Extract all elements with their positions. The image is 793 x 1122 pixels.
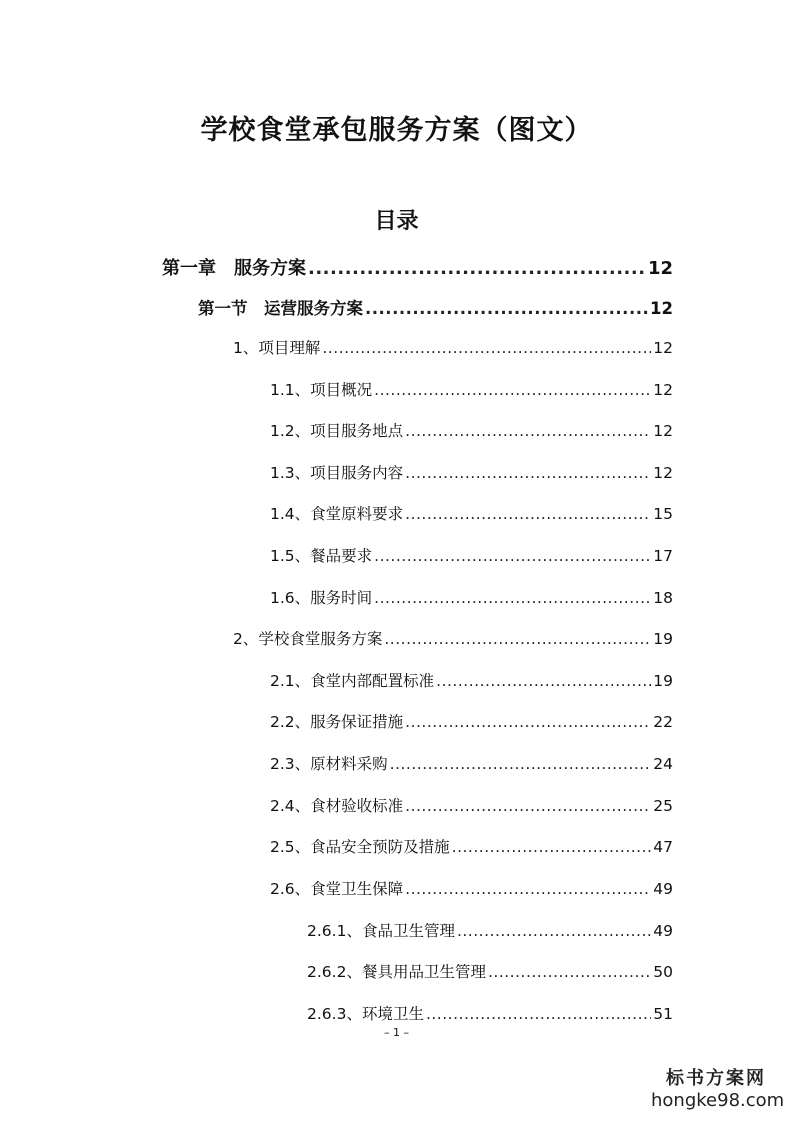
toc-dot-leader bbox=[374, 589, 651, 607]
toc-entry[interactable] bbox=[270, 461, 673, 483]
toc-entry[interactable] bbox=[270, 835, 673, 857]
toc-entry[interactable] bbox=[270, 544, 673, 566]
toc-entry-page: 17 bbox=[653, 547, 673, 565]
toc-entry-label: 1.4、食堂原料要求 bbox=[270, 505, 404, 523]
toc-entry-page: 12 bbox=[653, 422, 673, 440]
toc-entry-page: 24 bbox=[653, 755, 673, 773]
toc-entry-page: 49 bbox=[653, 922, 673, 940]
toc-entry-label: 2.6、食堂卫生保障 bbox=[270, 880, 404, 898]
toc-dot-leader bbox=[405, 713, 651, 731]
toc-dot-leader bbox=[365, 299, 648, 318]
toc-entry[interactable] bbox=[270, 586, 673, 608]
toc-entry-page: 47 bbox=[653, 838, 673, 856]
toc-dot-leader bbox=[405, 464, 651, 482]
toc-entry[interactable] bbox=[307, 919, 673, 941]
toc-dot-leader bbox=[308, 258, 646, 279]
toc-entry-label: 2.6.2、餐具用品卫生管理 bbox=[307, 963, 486, 981]
toc-entry-page: 12 bbox=[647, 258, 673, 279]
toc-entry-page: 51 bbox=[653, 1005, 673, 1023]
toc-heading: 目录 bbox=[374, 209, 419, 234]
toc-entry-label: 1.3、项目服务内容 bbox=[270, 464, 404, 482]
toc-entry[interactable] bbox=[233, 336, 673, 358]
toc-entry-label: 2.4、食材验收标准 bbox=[270, 797, 404, 815]
toc-entry-label: 2.6.1、食品卫生管理 bbox=[307, 922, 455, 940]
toc-entry-page: 22 bbox=[653, 713, 673, 731]
toc-dot-leader bbox=[322, 339, 651, 357]
toc-entry-page: 15 bbox=[653, 505, 673, 523]
toc-entry[interactable] bbox=[270, 710, 673, 732]
toc-dot-leader bbox=[405, 797, 651, 815]
toc-entry-page: 19 bbox=[653, 630, 673, 648]
toc-dot-leader bbox=[426, 1005, 651, 1023]
watermark-url: hongke98.com bbox=[651, 1090, 785, 1111]
toc-entry-page: 12 bbox=[653, 464, 673, 482]
toc-entry-label: 2.2、服务保证措施 bbox=[270, 713, 404, 731]
toc-entry[interactable] bbox=[270, 752, 673, 774]
toc-entry-page: 12 bbox=[653, 381, 673, 399]
toc-entry-label: 1.5、餐品要求 bbox=[270, 547, 373, 565]
toc-entry[interactable] bbox=[307, 960, 673, 982]
toc-dot-leader bbox=[457, 922, 651, 940]
toc-dot-leader bbox=[452, 838, 652, 856]
toc-entry[interactable] bbox=[270, 877, 673, 899]
toc-entry[interactable] bbox=[307, 1002, 673, 1024]
toc-entry-page: 18 bbox=[653, 589, 673, 607]
toc-entry-label: 2.1、食堂内部配置标准 bbox=[270, 672, 435, 690]
toc-entry[interactable] bbox=[270, 669, 673, 691]
toc-entry[interactable] bbox=[162, 254, 673, 280]
toc-entry[interactable] bbox=[198, 295, 673, 319]
toc-dot-leader bbox=[374, 547, 651, 565]
toc-entry-page: 12 bbox=[650, 299, 673, 318]
document-title: 学校食堂承包服务方案（图文） bbox=[200, 115, 593, 146]
toc-entry-label: 第一章 服务方案 bbox=[162, 258, 306, 279]
toc-entry-page: 50 bbox=[653, 963, 673, 981]
toc-dot-leader bbox=[390, 755, 652, 773]
watermark bbox=[651, 1068, 785, 1112]
toc-entry-label: 第一节 运营服务方案 bbox=[198, 299, 363, 318]
toc-dot-leader bbox=[405, 505, 651, 523]
toc-entry-page: 49 bbox=[653, 880, 673, 898]
toc-entry[interactable] bbox=[270, 502, 673, 524]
toc-entry-label: 1.1、项目概况 bbox=[270, 381, 373, 399]
toc-dot-leader bbox=[436, 672, 651, 690]
watermark-name: 标书方案网 bbox=[666, 1068, 766, 1089]
toc-dot-leader bbox=[488, 963, 651, 981]
toc-entry-label: 2.6.3、环境卫生 bbox=[307, 1005, 424, 1023]
toc-entry-page: 12 bbox=[653, 339, 673, 357]
toc-dot-leader bbox=[374, 381, 651, 399]
toc-entry-label: 1.2、项目服务地点 bbox=[270, 422, 404, 440]
toc-entry-label: 2.3、原材料采购 bbox=[270, 755, 388, 773]
toc-entry-page: 25 bbox=[653, 797, 673, 815]
toc-entry[interactable] bbox=[270, 378, 673, 400]
toc-entry[interactable] bbox=[233, 627, 673, 649]
toc-dot-leader bbox=[405, 880, 651, 898]
toc-entry[interactable] bbox=[270, 794, 673, 816]
toc-dot-leader bbox=[384, 630, 651, 648]
toc-entry-label: 1、项目理解 bbox=[233, 339, 321, 357]
toc-entry-label: 2、学校食堂服务方案 bbox=[233, 630, 383, 648]
toc-entry-label: 1.6、服务时间 bbox=[270, 589, 373, 607]
toc-dot-leader bbox=[405, 422, 651, 440]
toc-entry[interactable] bbox=[270, 419, 673, 441]
toc-entry-label: 2.5、食品安全预防及措施 bbox=[270, 838, 450, 856]
page-number: – 1 – bbox=[384, 1026, 409, 1039]
toc-entry-page: 19 bbox=[653, 672, 673, 690]
